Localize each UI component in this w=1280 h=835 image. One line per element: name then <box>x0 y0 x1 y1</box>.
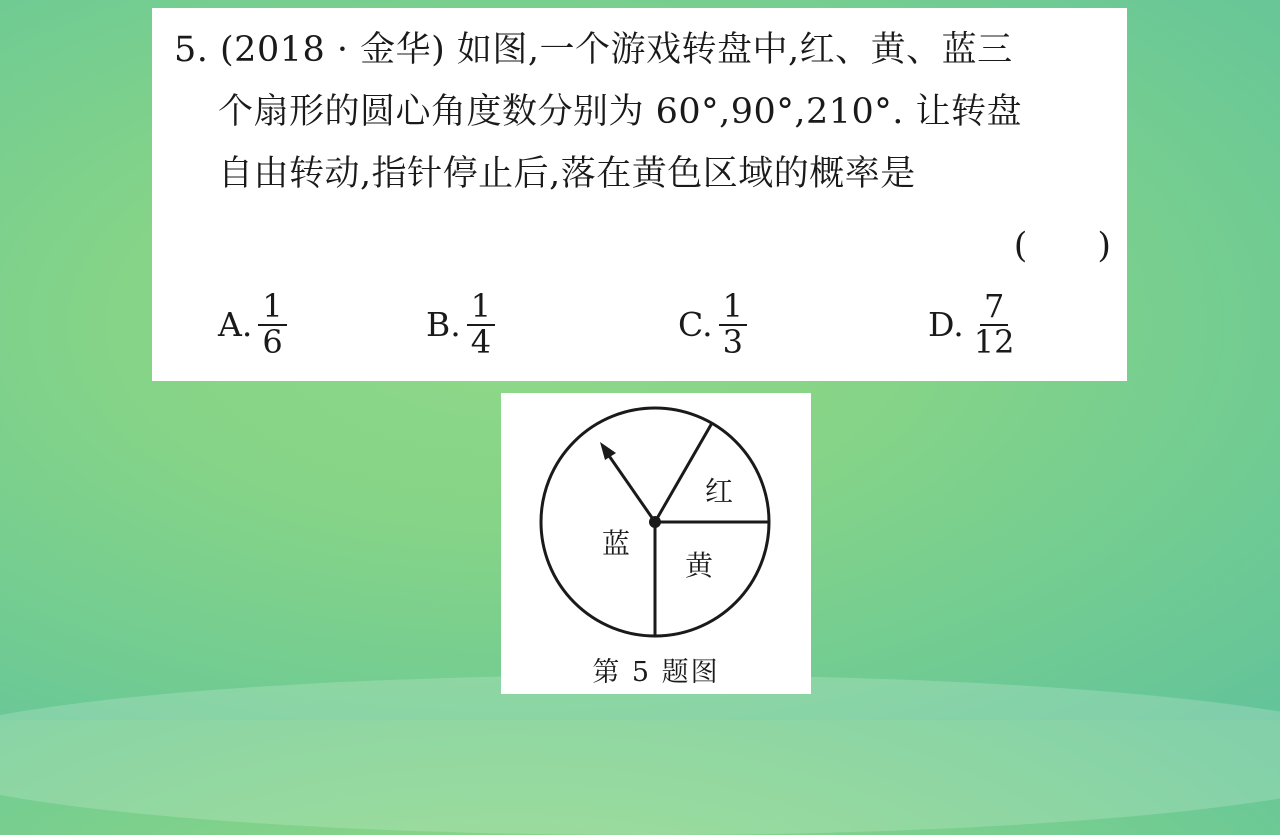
option-a-letter: A. <box>218 305 253 345</box>
figure-caption: 第 5 题图 <box>592 657 720 688</box>
option-a <box>218 287 287 361</box>
sector-label-yellow: 黄 <box>684 549 714 582</box>
option-d-letter: D. <box>928 305 964 345</box>
option-c-fraction <box>719 287 747 361</box>
sector-label-red: 红 <box>704 475 734 508</box>
option-b-fraction <box>467 287 495 361</box>
option-c-letter: C. <box>678 305 713 345</box>
option-b-letter: B. <box>426 305 461 345</box>
option-d-numerator: 7 <box>980 290 1008 326</box>
spinner-center-dot <box>649 516 661 528</box>
option-d-denominator: 12 <box>973 322 1015 361</box>
spinner-pointer <box>605 450 655 522</box>
background-swoosh <box>0 675 1280 835</box>
pointer-arrowhead-icon <box>600 442 616 460</box>
option-b-denominator: 4 <box>470 322 492 361</box>
option-c <box>678 287 747 361</box>
sector-divider-northeast <box>655 423 712 522</box>
question-line-2: 个扇形的圆心角度数分别为 60°,90°,210°. 让转盘 <box>218 92 1023 132</box>
option-b-numerator: 1 <box>467 290 495 326</box>
option-b <box>426 287 495 361</box>
option-d-fraction <box>970 287 1019 361</box>
option-d <box>928 287 1019 361</box>
figure-card <box>501 393 811 694</box>
question-line-3: 自由转动,指针停止后,落在黄色区域的概率是 <box>218 154 916 194</box>
option-c-denominator: 3 <box>722 322 743 361</box>
option-a-fraction <box>258 287 286 361</box>
answer-blank: ( ) <box>1013 226 1111 266</box>
option-a-denominator: 6 <box>262 322 283 361</box>
option-c-numerator: 1 <box>719 290 747 326</box>
sector-label-blue: 蓝 <box>601 527 631 560</box>
question-line-1: 5. (2018 · 金华) 如图,一个游戏转盘中,红、黄、蓝三 <box>174 30 1013 70</box>
question-card <box>152 8 1127 381</box>
option-a-numerator: 1 <box>258 290 286 326</box>
spinner-diagram <box>501 393 811 653</box>
